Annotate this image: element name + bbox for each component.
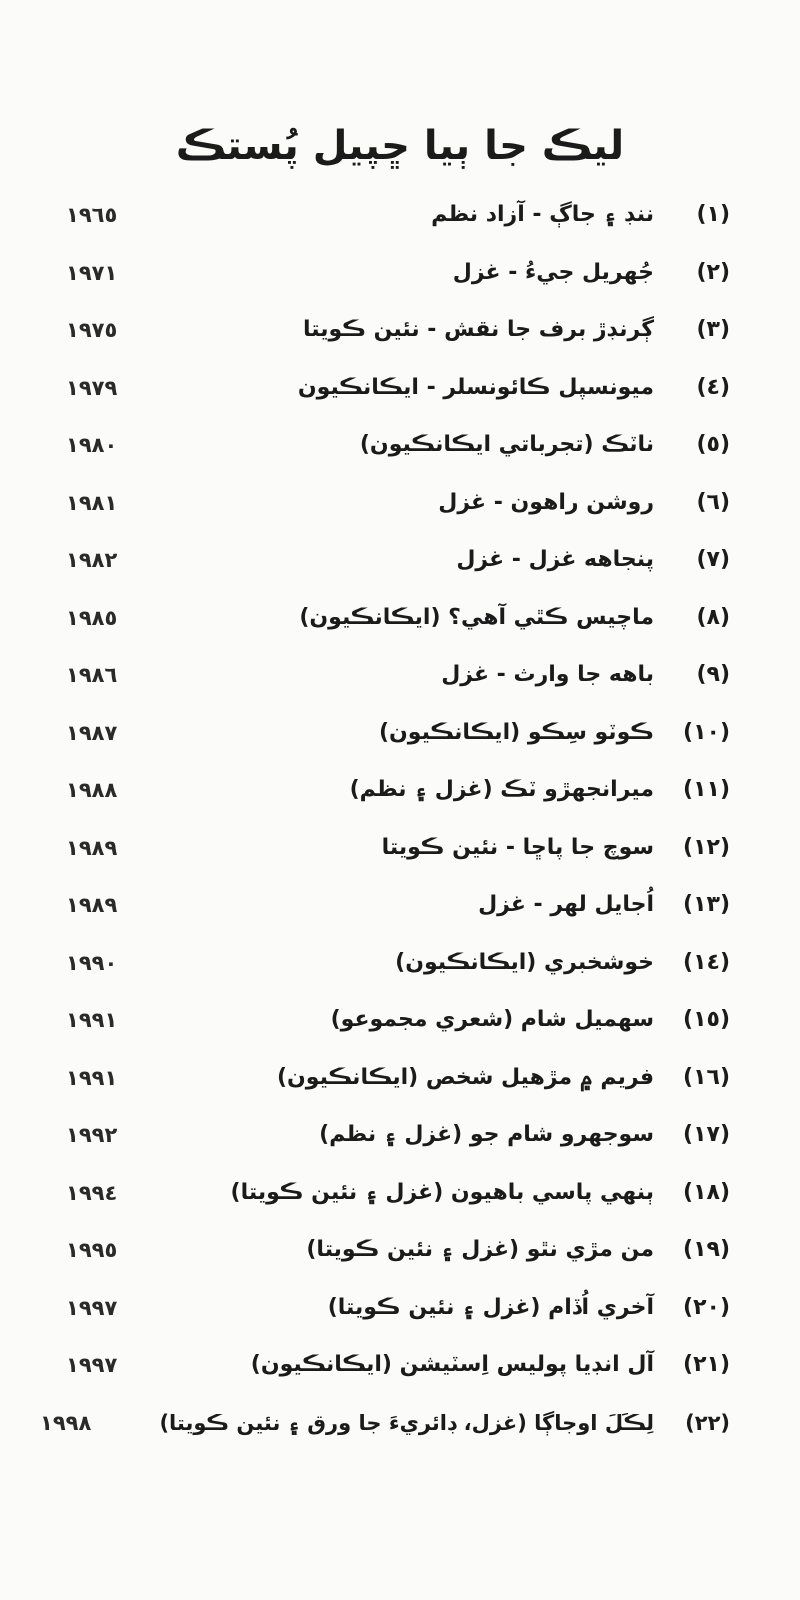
book-row [0, 310, 800, 368]
book-title: ميرانجهڙو ٽڪ (غزل ۽ نظم) [349, 777, 654, 802]
book-year: ١٩٨٩ [66, 893, 118, 917]
book-title: ناٽڪ (تجرباتي ايڪانڪيون) [359, 432, 654, 457]
book-year: ١٩٨٢ [66, 548, 118, 572]
book-year: ١٩٧٥ [66, 318, 118, 342]
book-entry [277, 1058, 730, 1098]
book-number: (١٢) [683, 834, 730, 860]
book-year: ١٩٨١ [66, 490, 118, 515]
book-year: ١٩٨٩ [66, 835, 118, 860]
book-title: پنجاهه غزل - غزل [456, 547, 654, 572]
book-number: (١٣) [683, 892, 730, 917]
book-entry [331, 1000, 730, 1040]
book-year: ١٩٨٧ [66, 720, 118, 745]
book-number: (١٠) [683, 719, 730, 745]
book-entry [299, 598, 730, 638]
book-entry [382, 828, 730, 868]
book-title: باهه جا وارث - غزل [441, 662, 654, 687]
book-year: ١٩٨٨ [66, 778, 118, 802]
book-row [0, 1403, 800, 1461]
book-number: (٦) [696, 489, 730, 515]
book-entry [379, 713, 730, 753]
book-year: ١٩٨٦ [66, 663, 118, 687]
book-number: (٢٢) [685, 1410, 730, 1435]
book-title: ميونسپل ڪائونسلر - ايڪانڪيون [297, 374, 654, 400]
book-row [0, 1230, 800, 1288]
book-year: ١٩٩١ [66, 1065, 118, 1090]
book-entry [159, 1403, 730, 1443]
book-row [0, 195, 800, 253]
book-entry [438, 483, 730, 523]
book-title: سوچ جا پاڇا - نئين ڪويتا [381, 834, 654, 860]
book-title: آخري اُڏام (غزل ۽ نئين ڪويتا) [327, 1294, 654, 1320]
book-entry [306, 1230, 730, 1270]
book-entry [328, 1288, 730, 1328]
book-entry [231, 1173, 730, 1213]
book-number: (٢١) [683, 1352, 730, 1377]
book-number: (١٤) [683, 949, 730, 975]
book-title: ماچيس ڪٿي آهي؟ (ايڪانڪيون) [299, 604, 654, 630]
book-entry [360, 425, 730, 465]
book-title: سهميل شام (شعري مجموعو) [330, 1007, 654, 1032]
book-entry [251, 1345, 730, 1385]
book-row [0, 368, 800, 426]
book-number: (١٩) [683, 1237, 730, 1262]
book-row [0, 483, 800, 541]
book-row [0, 1115, 800, 1173]
book-row [0, 253, 800, 311]
book-title: ٻنهي پاسي باهيون (غزل ۽ نئين ڪويتا) [230, 1179, 654, 1205]
book-entry [298, 368, 730, 408]
book-entry [456, 540, 730, 580]
book-number: (٤) [696, 374, 730, 400]
book-year: ١٩٩٧ [66, 1295, 118, 1320]
book-number: (١٨) [683, 1179, 730, 1205]
book-number: (١٧) [683, 1122, 730, 1147]
book-number: (٥) [696, 432, 730, 457]
book-entry [478, 885, 730, 925]
book-list [0, 195, 800, 1460]
book-title: ڪوٽو سِڪو (ايڪانڪيون) [378, 719, 654, 745]
book-year: ١٩٩١ [66, 1008, 118, 1032]
book-year: ١٩٩٠ [66, 950, 118, 975]
book-number: (١١) [683, 777, 730, 802]
book-row [0, 828, 800, 886]
book-row [0, 1000, 800, 1058]
book-row [0, 598, 800, 656]
book-entry [453, 253, 730, 293]
book-number: (١٦) [683, 1064, 730, 1090]
book-row [0, 770, 800, 828]
book-year: ١٩٦٥ [66, 203, 118, 227]
book-row [0, 1345, 800, 1403]
book-entry [350, 770, 730, 810]
book-entry [319, 1115, 730, 1155]
book-number: (٢) [696, 259, 730, 285]
book-entry [431, 195, 730, 235]
book-year: ١٩٩٨ [40, 1410, 92, 1435]
book-row [0, 1058, 800, 1116]
book-number: (٢٠) [683, 1294, 730, 1320]
book-row [0, 885, 800, 943]
book-number: (١٥) [683, 1007, 730, 1032]
book-entry [303, 310, 730, 350]
book-number: (١) [696, 202, 730, 227]
book-row [0, 713, 800, 771]
book-row [0, 1288, 800, 1346]
book-title: خوشخبري (ايڪانڪيون) [395, 949, 654, 975]
book-row [0, 425, 800, 483]
book-title: جُهريل جيءُ - غزل [452, 259, 654, 285]
book-title: من مڙي نٿو (غزل ۽ نئين ڪويتا) [306, 1237, 654, 1262]
book-title: لِڪَلَ اوجاڳا (غزل، ڊائريءَ جا ورق ۽ نئين ڪويتا) [159, 1410, 654, 1435]
book-row [0, 540, 800, 598]
book-number: (٨) [696, 604, 730, 630]
book-title: ڳرنڊڙ برف جا نقش - نئين ڪويتا [303, 317, 654, 342]
book-number: (٧) [696, 547, 730, 572]
book-year: ١٩٩٢ [66, 1123, 118, 1147]
book-title: سوجهرو شام جو (غزل ۽ نظم) [319, 1122, 654, 1147]
book-year: ١٩٩٥ [66, 1238, 118, 1262]
book-year: ١٩٧١ [66, 260, 118, 285]
book-year: ١٩٩٤ [66, 1180, 118, 1205]
page-title: ليڪ جا ٻيا ڇپيل پُستڪ [175, 122, 625, 169]
book-title: فريم ۾ مڙهيل شخص (ايڪانڪيون) [276, 1064, 654, 1090]
book-entry [395, 943, 730, 983]
book-entry [441, 655, 730, 695]
book-title: روشن راهون - غزل [438, 489, 654, 515]
book-number: (٣) [696, 317, 730, 342]
book-year: ١٩٨٠ [66, 433, 118, 457]
book-row [0, 655, 800, 713]
book-year: ١٩٧٩ [66, 375, 118, 400]
book-row [0, 1173, 800, 1231]
book-year: ١٩٩٧ [66, 1353, 118, 1377]
book-number: (٩) [696, 662, 730, 687]
book-title: اُجايل لهر - غزل [478, 892, 654, 917]
book-year: ١٩٨٥ [66, 605, 118, 630]
book-title: ننڊ ۽ جاڳ - آزاد نظم [431, 202, 654, 227]
book-title: آل انڊيا پوليس اِسٽيشن (ايڪانڪيون) [250, 1352, 654, 1377]
book-row [0, 943, 800, 1001]
